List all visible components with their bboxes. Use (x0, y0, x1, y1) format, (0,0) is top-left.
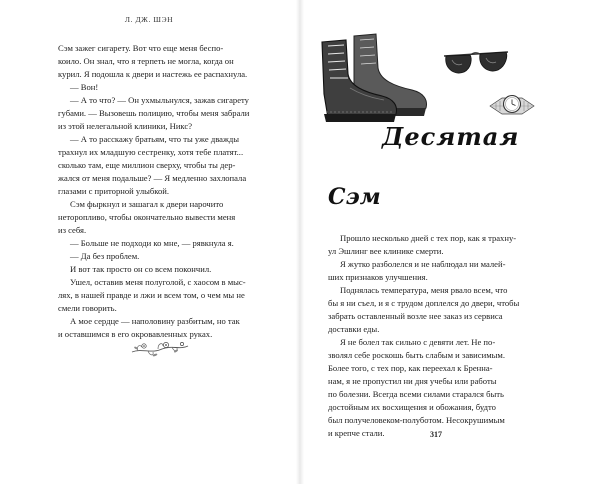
text-line: Поднялась температура, меня рвало всем, что (340, 285, 508, 295)
left-page-text (58, 42, 280, 341)
floral-ornament (128, 336, 192, 362)
text-line: Прошло несколько дней с тех пор, как я трахну- (340, 233, 517, 243)
text-line: Сэм фыркнул и зашагал к двери нарочито (70, 199, 224, 209)
right-page-text (328, 232, 560, 440)
text-line: неторопливо, чтобы окончательно вывести меня (58, 212, 236, 222)
text-line: ул Эшлинг вее клинике смерти. (328, 246, 444, 256)
text-line: зволял себе роскошь быть слабым и зависимым. (328, 350, 505, 360)
text-line: нам, я не пропустил ни дня учебы или работы (328, 376, 497, 386)
text-line: жался от меня подальше? — Я медленно захлопала (58, 173, 247, 183)
text-line: Более того, с тех пор, как переехал к Бренна- (328, 363, 493, 373)
left-page (0, 0, 298, 484)
text-line: Ушел, оставив меня полуголой, с хаосом в мыс- (70, 277, 246, 287)
text-line: из себя. (58, 225, 87, 235)
chapter-title: Десятая (382, 122, 520, 151)
text-line: доставки еды. (328, 324, 380, 334)
text-line: Сэм зажег сигарету. Вот что еще меня беспо- (58, 43, 224, 53)
text-line: был получеловеком-полуботом. Несокрушимым (328, 415, 505, 425)
text-line: лях, в нашей правде и лжи и всем том, о чем мы не (58, 290, 245, 300)
text-line: Я не болел так сильно с девяти лет. Не по- (340, 337, 496, 347)
text-line: по болезни. Всегда всеми силами старался быть (328, 389, 504, 399)
text-line: — Вон! (70, 82, 99, 92)
text-line: ших признаков улучшения. (328, 272, 428, 282)
boots-illustration (314, 28, 432, 124)
running-head: Л. ДЖ. ШЭН (124, 15, 174, 24)
text-line: — А то расскажу братьям, что ты уже дважды (70, 134, 240, 144)
text-line: Я жутко разболелся и не наблюдал ни малей- (340, 259, 506, 269)
text-line: губами. — Вызовешь полицию, чтобы меня забрали (58, 108, 250, 118)
sunglasses-illustration (440, 46, 512, 80)
text-line: забрать оставленный возле нее заказ из сервиса (328, 311, 503, 321)
text-line: и крепче стали. (328, 428, 385, 438)
page-number: 317 (430, 430, 442, 439)
text-line: А мое сердце — наполовину разбитым, но так (70, 316, 240, 326)
text-line: и оставшимся в его окровавленных руках. (58, 329, 213, 339)
text-line: достойным их восхищения и обожания, будто (328, 402, 496, 412)
text-line: бы я ни съел, и я с трудом доплелся до двери, чтобы (328, 298, 520, 308)
text-line: — Да без проблем. (70, 251, 140, 261)
chapter-pov-name: Сэм (328, 184, 381, 210)
text-line: курил. Я подошла к двери и настежь ее распахнула. (58, 69, 248, 79)
text-line: глазами с приторной улыбкой. (58, 186, 170, 196)
text-line: из этой нелегальной клиники, Никс? (58, 121, 193, 131)
text-line: — А то что? — Он ухмыльнулся, зажав сигарету (70, 95, 249, 105)
text-line: коило. Он знал, что я терпеть не могла, когда он (58, 56, 234, 66)
text-line: — Больше не подходи ко мне, — рявкнула я. (70, 238, 234, 248)
text-line: трахнул их младшую сестренку, хотя тебе платят... (58, 147, 244, 157)
wristwatch-illustration (488, 86, 536, 116)
text-line: И вот так просто он со всем покончил. (70, 264, 212, 274)
text-line: смели говорить. (58, 303, 117, 313)
text-line: сколько там, еще миллион сверху, чтобы ты дер- (58, 160, 236, 170)
